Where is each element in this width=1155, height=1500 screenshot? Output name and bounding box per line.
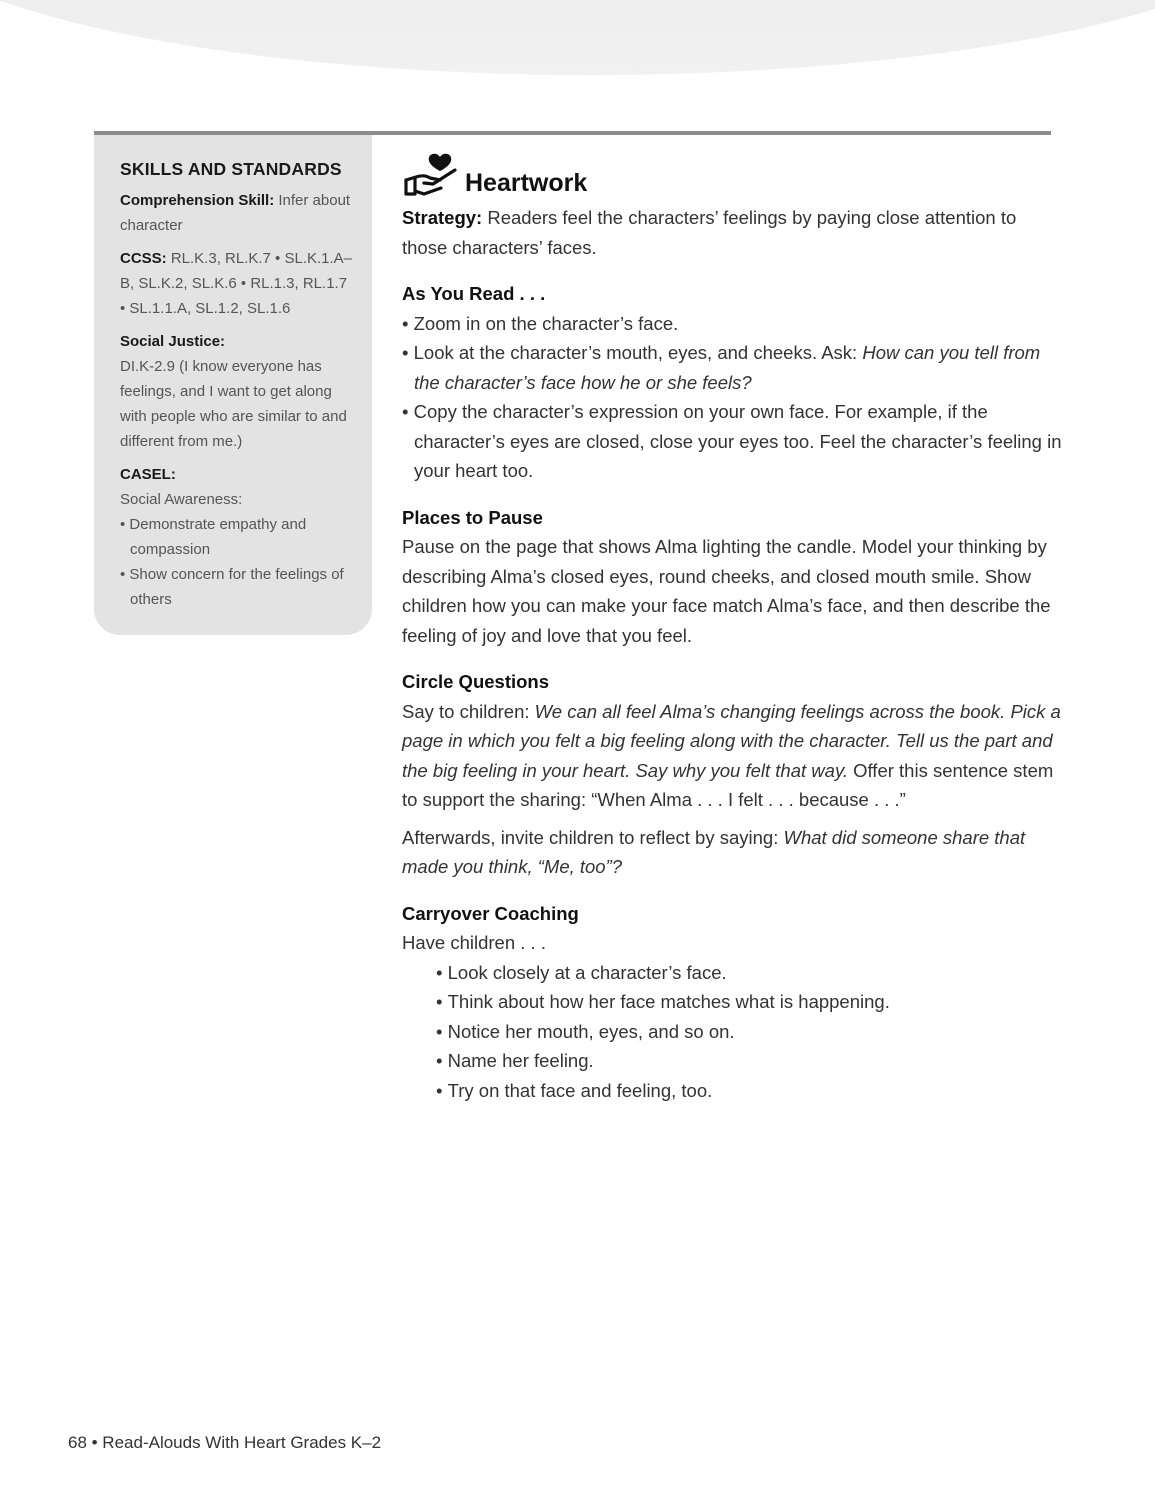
reflect-paragraph: [402, 823, 1062, 882]
casel: [120, 462, 354, 612]
places-to-pause-text: Pause on the page that shows Alma lighting the candle. Model your thinking by describing Alma’s closed eyes, round cheeks, and closed mouth smile. Show children how you can make your face match Alma’s face, and then describe the feeling of joy and love that you feel.: [402, 536, 1051, 646]
places-to-pause-section: [402, 503, 1062, 651]
header-swoosh: [0, 0, 1155, 75]
strategy-text: Readers feel the characters’ feelings by paying close attention to those characters’ faces.: [402, 207, 1017, 258]
page-footer: 68 • Read-Alouds With Heart Grades K–2: [68, 1433, 382, 1452]
comprehension-label: Comprehension Skill:: [120, 192, 275, 209]
ccss-label: CCSS:: [120, 250, 167, 267]
casel-intro: Social Awareness:: [120, 491, 243, 508]
paragraph-text: Say to children:: [402, 700, 535, 722]
list-item: • Copy the character’s expression on your own face. For example, if the character’s eyes are closed, close your eyes too. Feel the character’s feeling in your heart too.: [402, 397, 1062, 486]
paragraph-text: Offer this sentence stem to support the sharing: “When Alma . . . I felt . . . because . . .”: [402, 759, 1054, 810]
list-item: • Name her feeling.: [436, 1046, 1062, 1076]
social-justice: [120, 329, 354, 454]
casel-list: [120, 512, 354, 612]
list-item: • Think about how her face matches what is happening.: [436, 987, 1062, 1017]
heart-in-hand-icon: [402, 150, 462, 200]
carryover-list: [436, 958, 1062, 1106]
circle-questions-paragraph: [402, 697, 1062, 815]
circle-questions-heading: Circle Questions: [402, 671, 550, 692]
paragraph-italic: What did someone share that made you think, “Me, too”?: [402, 826, 1026, 877]
as-you-read-heading: As You Read . . .: [402, 283, 546, 304]
list-item: [402, 338, 1062, 397]
page-title: Heartwork: [465, 169, 588, 197]
as-you-read-section: [402, 279, 1062, 486]
ccss-text: RL.K.3, RL.K.7 • SL.K.1.A–B, SL.K.2, SL.K.6 • RL.1.3, RL.1.7 • SL.1.1.A, SL.1.2, SL.1.6: [120, 250, 353, 317]
list-item: • Zoom in on the character’s face.: [402, 309, 1062, 339]
list-item: • Look closely at a character’s face.: [436, 958, 1062, 988]
heartwork-section: [402, 150, 1062, 1105]
list-item-text: Look at the character’s mouth, eyes, and cheeks. Ask:: [413, 342, 863, 363]
places-to-pause-heading: Places to Pause: [402, 506, 543, 528]
list-item: • Notice her mouth, eyes, and so on.: [436, 1017, 1062, 1047]
carryover-intro: Have children . . .: [402, 932, 546, 953]
list-item: • Show concern for the feelings of others: [120, 562, 354, 612]
paragraph-italic: We can all feel Alma’s changing feelings across the book. Pick a page in which you felt a big feeling along with the character. Tell us the part and the big feeling in your heart. Say why you felt that way.: [402, 700, 1061, 781]
carryover-coaching-section: [402, 899, 1062, 1106]
list-item: • Try on that face and feeling, too.: [436, 1076, 1062, 1106]
social-justice-text: DI.K-2.9 (I know everyone has feelings, and I want to get along with people who are similar to and different from me.): [120, 358, 347, 450]
casel-label: CASEL:: [120, 466, 176, 483]
skills-standards-sidebar: [94, 135, 372, 635]
carryover-heading: Carryover Coaching: [402, 902, 579, 924]
list-item-question: How can you tell from the character’s face how he or she feels?: [414, 342, 1041, 393]
strategy: [402, 203, 1062, 262]
list-item: • Demonstrate empathy and compassion: [120, 512, 354, 562]
circle-questions-section: [402, 667, 1062, 882]
heartwork-header: [402, 150, 1062, 200]
ccss-standards: [120, 246, 354, 321]
comprehension-text: Infer about character: [120, 192, 351, 234]
sidebar-title: SKILLS AND STANDARDS: [120, 159, 342, 179]
strategy-label: Strategy:: [402, 207, 483, 228]
as-you-read-list: [402, 309, 1062, 486]
social-justice-label: Social Justice:: [120, 333, 226, 350]
comprehension-skill: [120, 188, 354, 238]
paragraph-text: Afterwards, invite children to reflect by saying:: [402, 826, 784, 848]
